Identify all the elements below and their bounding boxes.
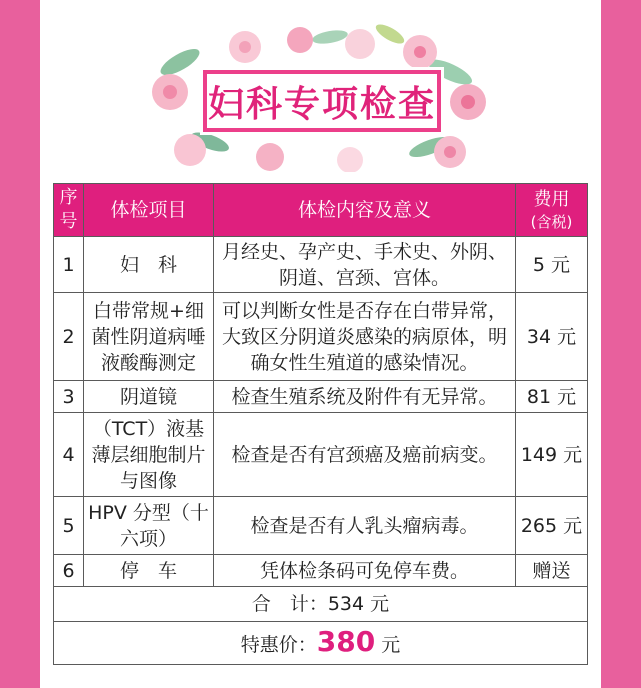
table-row [54, 293, 588, 381]
row-content: 月经史、孕产史、手术史、外阴、阴道、宫颈、宫体。 [214, 237, 516, 293]
row-content: 可以判断女性是否存在白带异常，大致区分阴道炎感染的病原体，明确女性生殖道的感染情况。 [214, 293, 516, 381]
header-index: 序 号 [54, 184, 84, 237]
header-fee: 费用 (含税) [516, 184, 588, 237]
header-content: 体检内容及意义 [214, 184, 516, 237]
table-row [54, 413, 588, 497]
left-pink-band [0, 0, 40, 688]
total-row [54, 587, 588, 622]
table-row [54, 237, 588, 293]
row-item: 白带常规+细菌性阴道病唾液酸酶测定 [84, 293, 214, 381]
row-fee: 34 元 [516, 293, 588, 381]
row-item: 阴道镜 [84, 381, 214, 413]
page-title: 妇科专项检查 [207, 83, 436, 125]
row-fee: 赠送 [516, 555, 588, 587]
row-item: （TCT）液基薄层细胞制片与图像 [84, 413, 214, 497]
special-label: 特惠价： [240, 633, 317, 656]
row-index: 1 [54, 237, 84, 293]
table-row [54, 497, 588, 555]
row-fee: 149 元 [516, 413, 588, 497]
row-content: 检查是否有人乳头瘤病毒。 [214, 497, 516, 555]
row-item: 妇 科 [84, 237, 214, 293]
title-box [203, 70, 441, 132]
exam-table [53, 183, 588, 665]
row-content: 凭体检条码可免停车费。 [214, 555, 516, 587]
header-item: 体检项目 [84, 184, 214, 237]
row-fee: 81 元 [516, 381, 588, 413]
special-price-cell [54, 622, 588, 665]
row-index: 2 [54, 293, 84, 381]
row-fee: 265 元 [516, 497, 588, 555]
row-item: HPV 分型（十六项） [84, 497, 214, 555]
special-price: 380 [316, 624, 376, 658]
table-row [54, 555, 588, 587]
row-fee: 5 元 [516, 237, 588, 293]
right-pink-band [601, 0, 641, 688]
table-row [54, 381, 588, 413]
special-unit: 元 [375, 633, 401, 656]
special-price-row [54, 622, 588, 665]
row-index: 4 [54, 413, 84, 497]
row-item: 停 车 [84, 555, 214, 587]
row-content: 检查生殖系统及附件有无异常。 [214, 381, 516, 413]
total-text: 合 计：534 元 [54, 587, 588, 622]
row-index: 6 [54, 555, 84, 587]
row-index: 5 [54, 497, 84, 555]
row-index: 3 [54, 381, 84, 413]
table-header-row [54, 184, 588, 237]
row-content: 检查是否有宫颈癌及癌前病变。 [214, 413, 516, 497]
